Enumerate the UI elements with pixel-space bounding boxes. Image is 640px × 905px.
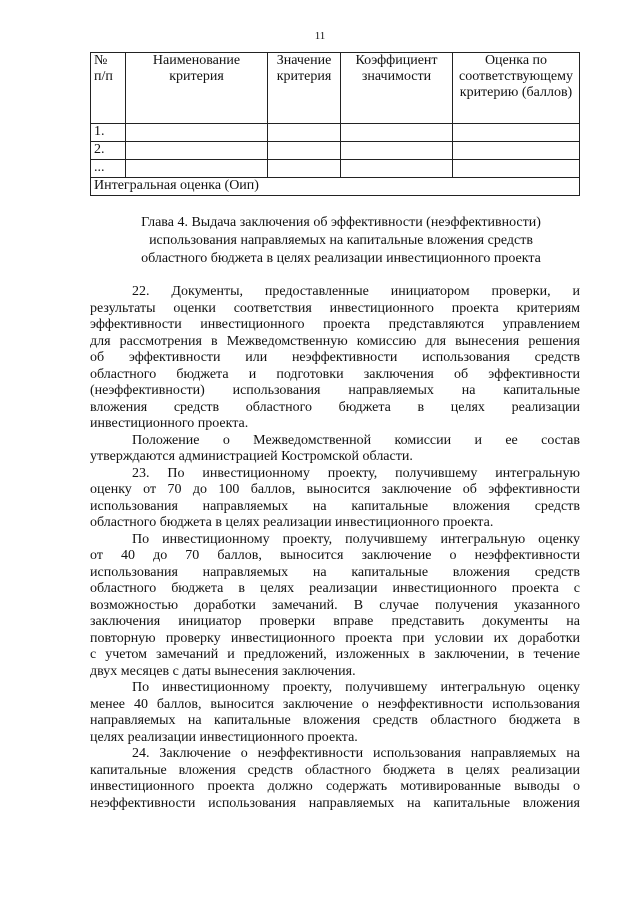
paragraph-line: с учетом замечаний и предложений, изложенных в заключении, в течение [90, 647, 580, 662]
header-criterion-value: Значение критерия [268, 53, 341, 124]
paragraph [90, 746, 580, 812]
header-significance-coefficient: Коэффициент значимости [341, 53, 453, 124]
table-cell [126, 124, 268, 142]
table-cell: ... [91, 160, 126, 178]
paragraph-line: вложения средств областного бюджета в целях реализации [90, 399, 580, 415]
document-body [90, 284, 580, 812]
paragraph-line: заключения инициатор проверки вправе представить документы на [90, 614, 580, 629]
paragraph [90, 433, 580, 466]
paragraph-line: от 40 до 70 баллов, выносится заключение о неэффективности [90, 548, 580, 563]
paragraph [90, 680, 580, 746]
paragraph-line: областного бюджета в целях реализации инвестиционного проекта. [90, 515, 494, 530]
header-number: № п/п [91, 53, 126, 124]
paragraph-line: результаты оценки соответствия инвестиционного проекта критериям [90, 300, 580, 316]
paragraph-line: 24. Заключение о неэффективности использования направляемых на [132, 746, 580, 761]
paragraph-line: оценку от 70 до 100 баллов, выносится заключение об эффективности [90, 482, 580, 497]
header-criterion-name: Наименование критерия [126, 53, 268, 124]
paragraph [90, 532, 580, 681]
paragraph-line: направляемых на капитальные вложения средств областного бюджета в [90, 713, 580, 728]
table-row [91, 160, 580, 178]
paragraph-line: 22. Документы, предоставленные инициатором проверки, и [132, 284, 580, 299]
table-cell [341, 160, 453, 178]
paragraph-line: Положение о Межведомственной комиссии и ее состав [132, 432, 580, 448]
paragraph-line: менее 40 баллов, выносится заключение о неэффективности использования [90, 696, 580, 712]
table-cell [341, 142, 453, 160]
paragraph-line: использования направляемых на капитальные вложения средств [90, 564, 580, 580]
table-total-row [91, 178, 580, 196]
chapter-heading [96, 214, 586, 268]
table-cell: 2. [91, 142, 126, 160]
table-cell [453, 124, 580, 142]
paragraph-line: использования направляемых на капитальные вложения средств [90, 498, 580, 514]
paragraph-line: об эффективности или неэффективности использования средств [90, 350, 580, 365]
paragraph [90, 466, 580, 532]
paragraph-line: По инвестиционному проекту, получившему интегральную оценку [132, 531, 580, 547]
table-row [91, 124, 580, 142]
chapter-heading-line: областного бюджета в целях реализации инвестиционного проекта [141, 251, 541, 266]
table-cell [126, 142, 268, 160]
paragraph-line: для рассмотрения в Межведомственную комиссию для вынесения решения [90, 333, 580, 349]
integral-score-label: Интегральная оценка (Оип) [91, 178, 580, 196]
paragraph-line: возможностью доработки замечаний. В случае получения указанного [90, 597, 580, 613]
paragraph-line: инвестиционного проекта. [90, 416, 249, 431]
paragraph-line: (неэффективности) использования направляемых на капитальные [90, 383, 580, 398]
paragraph-line: целях реализации инвестиционного проекта. [90, 729, 358, 745]
table-cell [268, 142, 341, 160]
paragraph-line: двух месяцев с даты вынесения заключения. [90, 663, 356, 679]
paragraph [90, 284, 580, 433]
paragraph-line: областного бюджета и подготовки заключения об эффективности [90, 366, 580, 382]
table-row [91, 142, 580, 160]
paragraph-line: капитальные вложения средств областного бюджета в целях реализации [90, 762, 580, 778]
paragraph-line: эффективности инвестиционного проекта представляются управлением [90, 317, 580, 332]
chapter-heading-line: Глава 4. Выдача заключения об эффективности (неэффективности) [141, 215, 541, 230]
paragraph-line: повторную проверку инвестиционного проекта при условии их доработки [90, 630, 580, 646]
criteria-table [90, 52, 580, 196]
paragraph-line: 23. По инвестиционному проекту, получившему интегральную [132, 465, 580, 481]
table-cell [268, 124, 341, 142]
header-score: Оценка по соответствующему критерию (баллов) [453, 53, 580, 124]
table-cell: 1. [91, 124, 126, 142]
paragraph-line: утверждаются администрацией Костромской области. [90, 449, 413, 464]
chapter-heading-line: использования направляемых на капитальные вложения средств [149, 233, 533, 248]
table-cell [126, 160, 268, 178]
table-cell [268, 160, 341, 178]
page-number: 11 [314, 30, 326, 42]
table-header-row [91, 53, 580, 124]
paragraph-line: инвестиционного проекта должно содержать мотивированные выводы о [90, 779, 580, 794]
paragraph-line: областного бюджета в целях реализации инвестиционного проекта с [90, 581, 580, 596]
table-cell [453, 142, 580, 160]
table-cell [453, 160, 580, 178]
paragraph-line: неэффективности использования направляемых на капитальные вложения [90, 795, 580, 811]
paragraph-line: По инвестиционному проекту, получившему интегральную оценку [132, 680, 580, 695]
table-cell [341, 124, 453, 142]
